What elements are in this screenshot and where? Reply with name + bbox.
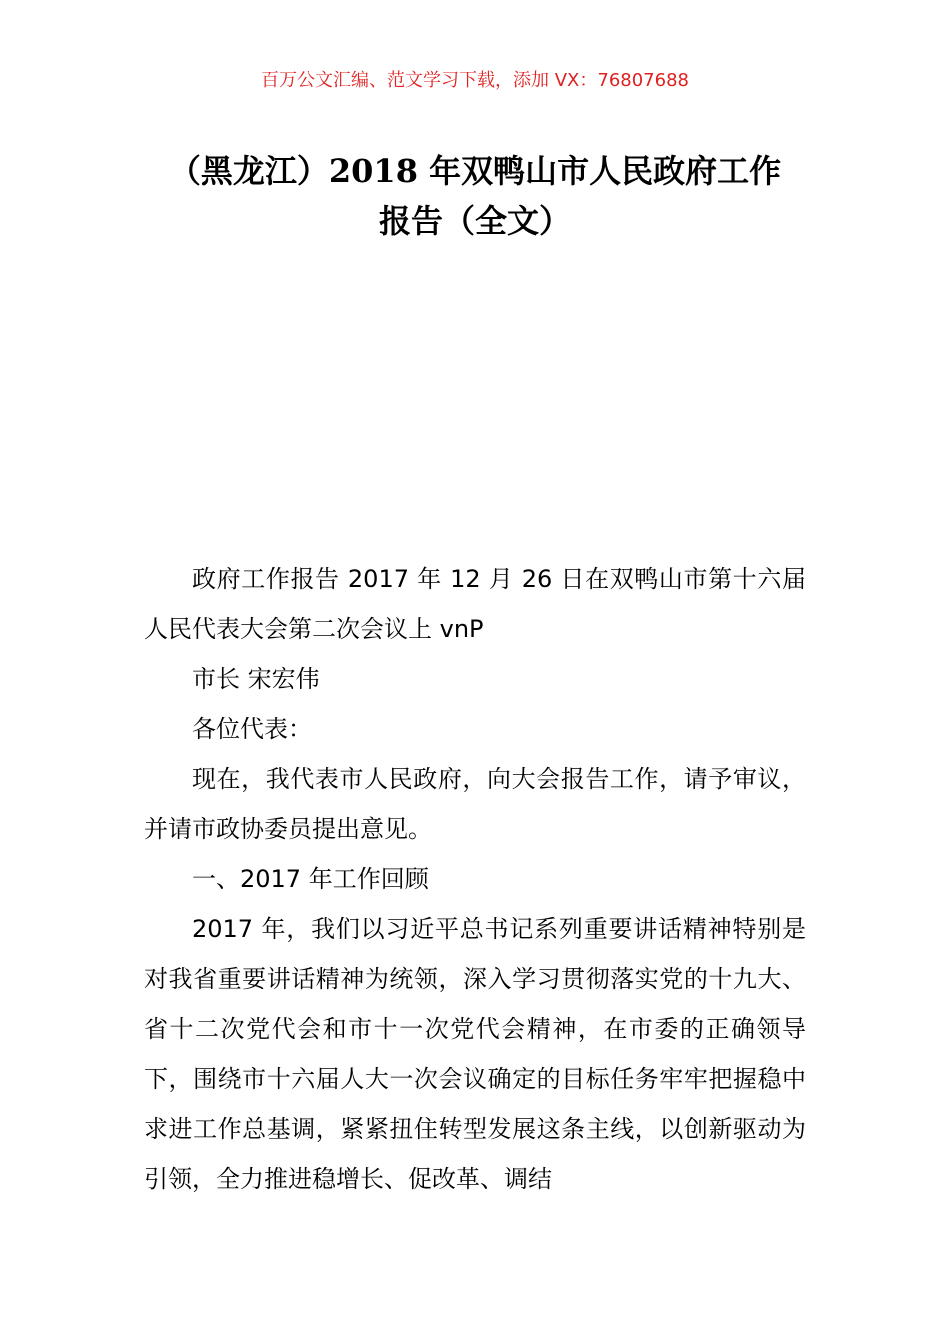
section-heading-review: 一、2017 年工作回顾 [192, 865, 429, 893]
paragraph-intro: 现在，我代表市人民政府，向大会报告工作，请予审议，并请市政协委员提出意见。 [144, 765, 806, 843]
document-title [120, 146, 830, 246]
paragraph-salutation: 各位代表： [192, 715, 312, 743]
paragraph-report-info: 政府工作报告 2017 年 12 月 26 日在双鸭山市第十六届人民代表大会第二次会议上 vnP [144, 565, 806, 643]
document-title-line-2: 报告（全文） [378, 202, 571, 240]
paragraph-review: 2017 年，我们以习近平总书记系列重要讲话精神特别是对我省重要讲话精神为统领，深入学习贯彻落实党的十九大、省十二次党代会和市十一次党代会精神，在市委的正确领导下，围绕市十六届人大一次会议确定的目标任务牢牢把握稳中求进工作总基调，紧紧扭住转型发展这条主线，以创新驱动为引领，全力推进稳增长、促改革、调结 [144, 915, 806, 1193]
paragraph-mayor: 市长 宋宏伟 [192, 665, 320, 693]
header-contact-note: 百万公文汇编、范文学习下载，添加 VX：76807688 [261, 70, 689, 91]
document-body [144, 554, 806, 1204]
document-title-line-1: （黑龙江）2018 年双鸭山市人民政府工作 [168, 152, 782, 190]
